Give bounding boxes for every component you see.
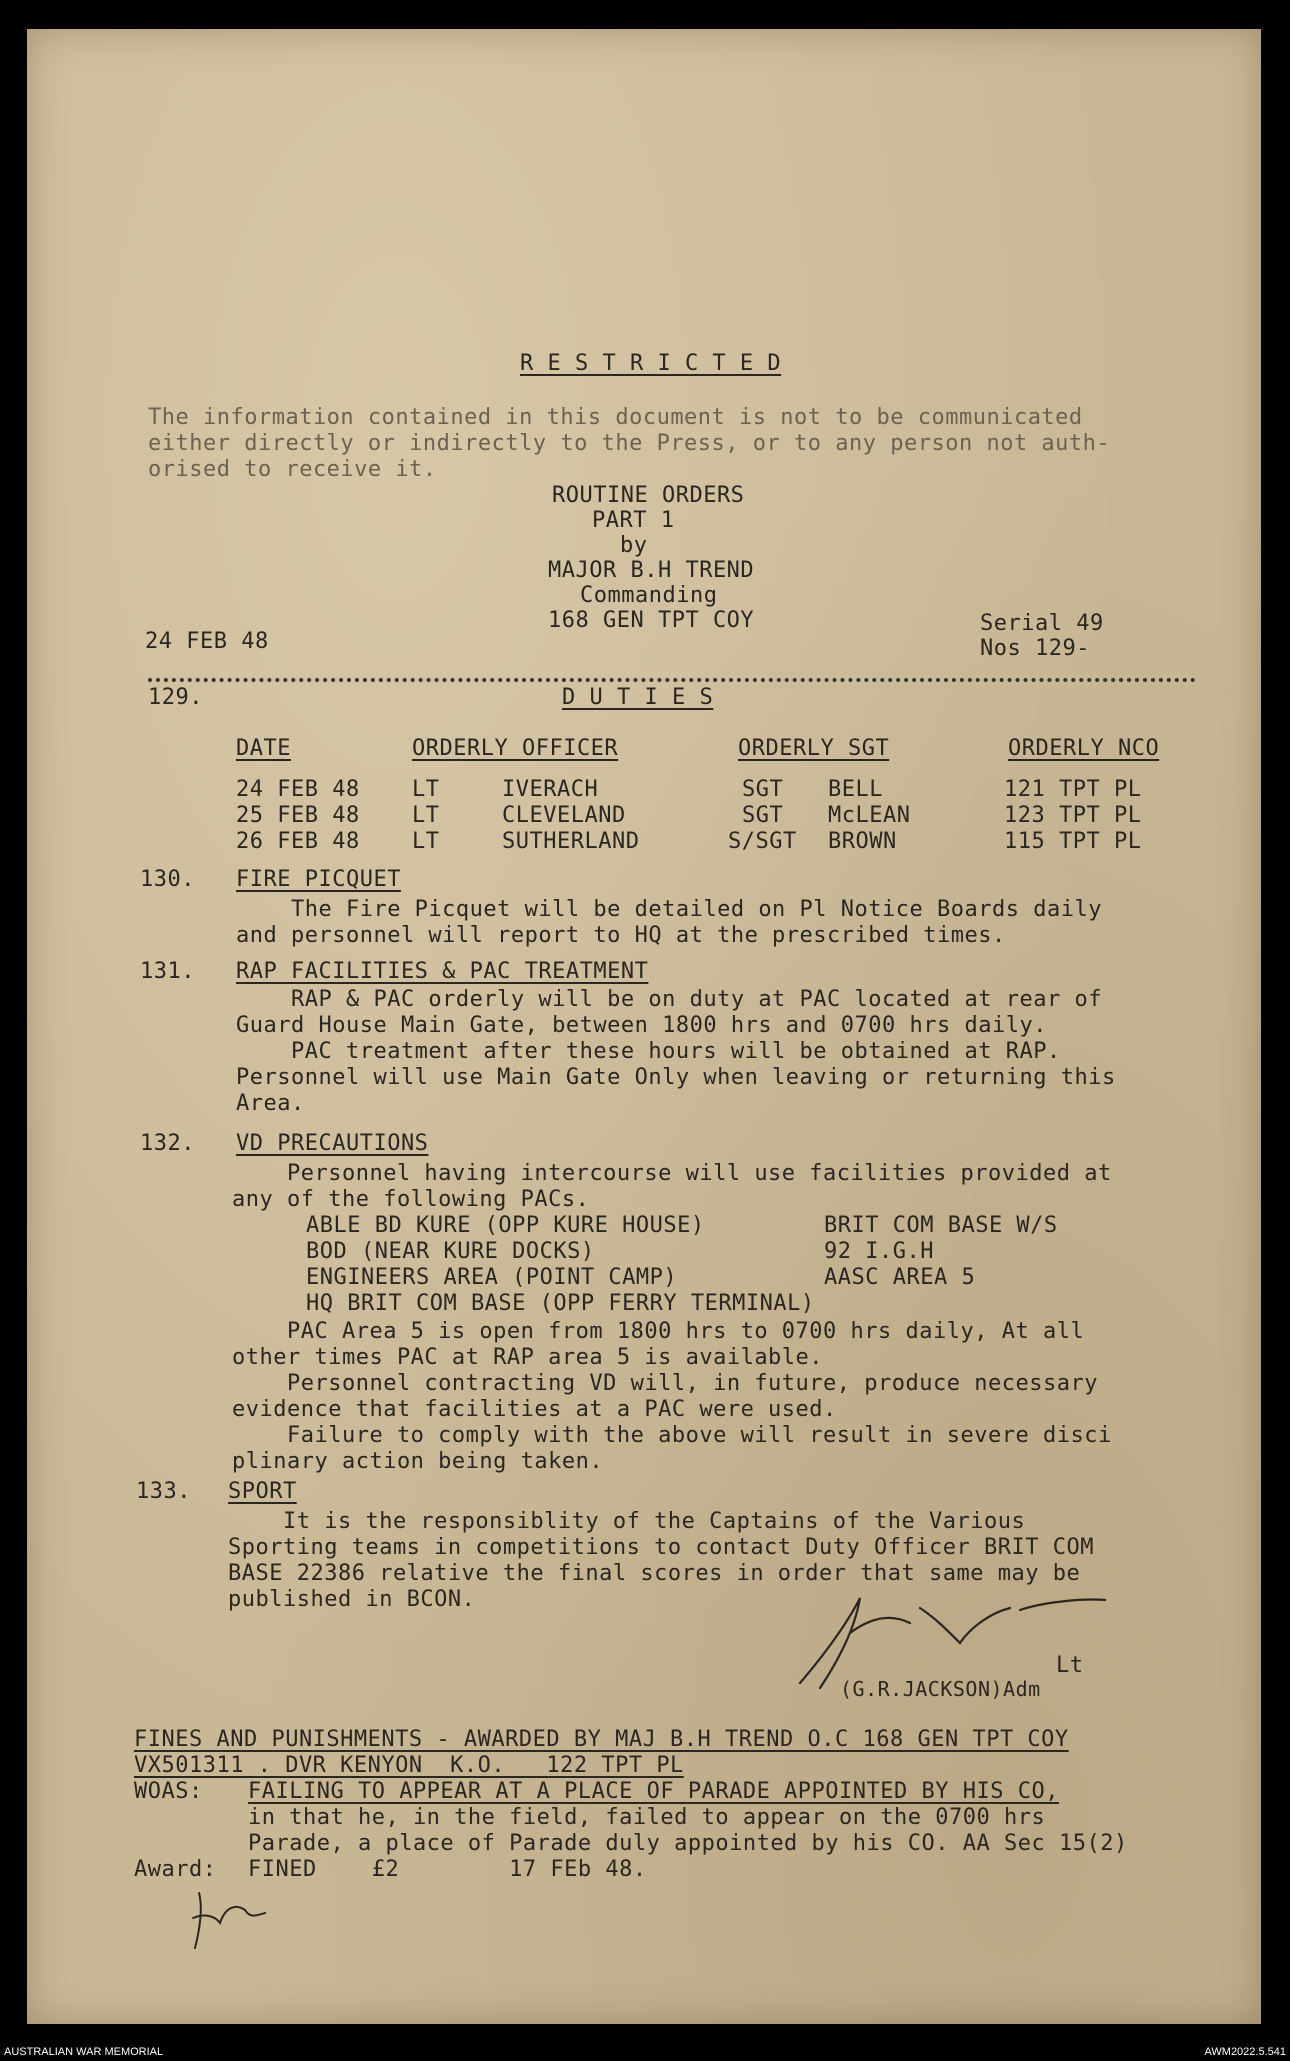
order-numbers: Nos 129-: [980, 636, 1090, 661]
col-orderly-nco: ORDERLY NCO: [1008, 736, 1160, 761]
pac-location: ABLE BD KURE (OPP KURE HOUSE): [306, 1213, 705, 1238]
vd-precautions-heading: VD PRECAUTIONS: [236, 1131, 429, 1156]
paragraph-line: any of the following PACs.: [232, 1187, 590, 1212]
duty-date: 25 FEB 48: [236, 803, 360, 828]
officer-rank: LT: [412, 829, 440, 854]
sgt-name: BELL: [828, 777, 883, 802]
sgt-rank: S/SGT: [728, 829, 797, 854]
pac-location: AASC AREA 5: [824, 1265, 976, 1290]
title-line-5: Commanding: [580, 583, 718, 608]
paragraph-line: It is the responsiblity of the Captains of the Various: [228, 1509, 1026, 1534]
classification-heading: R E S T R I C T E D: [520, 351, 782, 376]
section-number-129: 129.: [148, 685, 203, 710]
nco-unit: 121 TPT PL: [1004, 777, 1142, 802]
handwritten-initials: [185, 1888, 305, 1958]
duty-date: 24 FEB 48: [236, 777, 360, 802]
officer-rank: LT: [412, 777, 440, 802]
paragraph-line: Area.: [236, 1091, 305, 1116]
notice-line-2: either directly or indirectly to the Press, or to any person not auth-: [148, 431, 1111, 456]
section-number-131: 131.: [140, 959, 195, 984]
paragraph-line: Personnel having intercourse will use facilities provided at: [232, 1161, 1112, 1186]
title-line-1: ROUTINE ORDERS: [552, 483, 745, 508]
paragraph-line: RAP & PAC orderly will be on duty at PAC located at rear of: [236, 987, 1102, 1012]
pac-location: BOD (NEAR KURE DOCKS): [306, 1239, 595, 1264]
paragraph-line: evidence that facilities at a PAC were used.: [232, 1397, 837, 1422]
paragraph-line: Sporting teams in competitions to contact Duty Officer BRIT COM: [228, 1535, 1094, 1560]
woas-line: Parade, a place of Parade duly appointed by his CO. AA Sec 15(2): [248, 1831, 1128, 1856]
nco-unit: 115 TPT PL: [1004, 829, 1142, 854]
paragraph-line: published in BCON.: [228, 1587, 476, 1612]
sgt-name: McLEAN: [828, 803, 911, 828]
footer-catalog-number: AWM2022.5.541: [1204, 2046, 1286, 2058]
officer-name: CLEVELAND: [502, 803, 626, 828]
title-line-2: PART 1: [592, 508, 675, 533]
pac-location: BRIT COM BASE W/S: [824, 1213, 1058, 1238]
fines-heading: FINES AND PUNISHMENTS - AWARDED BY MAJ B.H TREND O.C 168 GEN TPT COY: [134, 1727, 1069, 1752]
col-orderly-officer: ORDERLY OFFICER: [412, 736, 619, 761]
footer-archive-name: AUSTRALIAN WAR MEMORIAL: [4, 2046, 164, 2058]
nco-unit: 123 TPT PL: [1004, 803, 1142, 828]
paragraph-line: other times PAC at RAP area 5 is available.: [232, 1345, 824, 1370]
paragraph-line: PAC treatment after these hours will be obtained at RAP.: [236, 1039, 1061, 1064]
fines-subject: VX501311 . DVR KENYON K.O. 122 TPT PL: [134, 1753, 684, 1778]
officer-name: IVERACH: [502, 777, 599, 802]
officer-rank: LT: [412, 803, 440, 828]
section-number-133: 133.: [136, 1479, 191, 1504]
paragraph-line: The Fire Picquet will be detailed on Pl Notice Boards daily: [236, 897, 1102, 922]
notice-line-3: orised to receive it.: [148, 457, 437, 482]
paragraph-line: BASE 22386 relative the final scores in order that same may be: [228, 1561, 1081, 1586]
paragraph-line: and personnel will report to HQ at the prescribed times.: [236, 923, 1006, 948]
col-orderly-sgt: ORDERLY SGT: [738, 736, 890, 761]
pac-location: HQ BRIT COM BASE (OPP FERRY TERMINAL): [306, 1291, 815, 1316]
sgt-rank: SGT: [742, 803, 784, 828]
duties-heading: D U T I E S: [562, 685, 714, 710]
paragraph-line: PAC Area 5 is open from 1800 hrs to 0700 hrs daily, At all: [232, 1319, 1085, 1344]
award-label: Award:: [134, 1857, 217, 1882]
sport-heading: SPORT: [228, 1479, 297, 1504]
notice-line-1: The information contained in this document is not to be communicated: [148, 405, 1083, 430]
paragraph-line: Failure to comply with the above will result in severe disci: [232, 1423, 1112, 1448]
separator-dots: [148, 678, 1196, 682]
fire-picquet-heading: FIRE PICQUET: [236, 867, 401, 892]
signature-name: (G.R.JACKSON)Adm: [840, 1677, 1041, 1701]
woas-line: in that he, in the field, failed to appear on the 0700 hrs: [248, 1805, 1046, 1830]
title-line-4: MAJOR B.H TREND: [548, 558, 755, 583]
rap-facilities-heading: RAP FACILITIES & PAC TREATMENT: [236, 959, 649, 984]
paragraph-line: plinary action being taken.: [232, 1449, 604, 1474]
col-date: DATE: [236, 736, 291, 761]
pac-location: 92 I.G.H: [824, 1239, 934, 1264]
paragraph-line: Personnel contracting VD will, in future, produce necessary: [232, 1371, 1098, 1396]
serial-number: Serial 49: [980, 611, 1104, 636]
title-line-6: 168 GEN TPT COY: [548, 608, 755, 633]
signature-rank: Lt: [1056, 1653, 1084, 1678]
woas-line: FAILING TO APPEAR AT A PLACE OF PARADE APPOINTED BY HIS CO,: [248, 1779, 1059, 1804]
award-value: FINED £2 17 FEb 48.: [248, 1857, 647, 1882]
duty-date: 26 FEB 48: [236, 829, 360, 854]
officer-name: SUTHERLAND: [502, 829, 640, 854]
title-line-3: by: [620, 533, 648, 558]
sgt-name: BROWN: [828, 829, 897, 854]
paragraph-line: Guard House Main Gate, between 1800 hrs and 0700 hrs daily.: [236, 1013, 1047, 1038]
pac-location: ENGINEERS AREA (POINT CAMP): [306, 1265, 678, 1290]
sgt-rank: SGT: [742, 777, 784, 802]
document-date: 24 FEB 48: [145, 629, 269, 654]
section-number-132: 132.: [140, 1131, 195, 1156]
section-number-130: 130.: [140, 867, 195, 892]
paragraph-line: Personnel will use Main Gate Only when leaving or returning this: [236, 1065, 1116, 1090]
woas-label: WOAS:: [134, 1779, 203, 1804]
